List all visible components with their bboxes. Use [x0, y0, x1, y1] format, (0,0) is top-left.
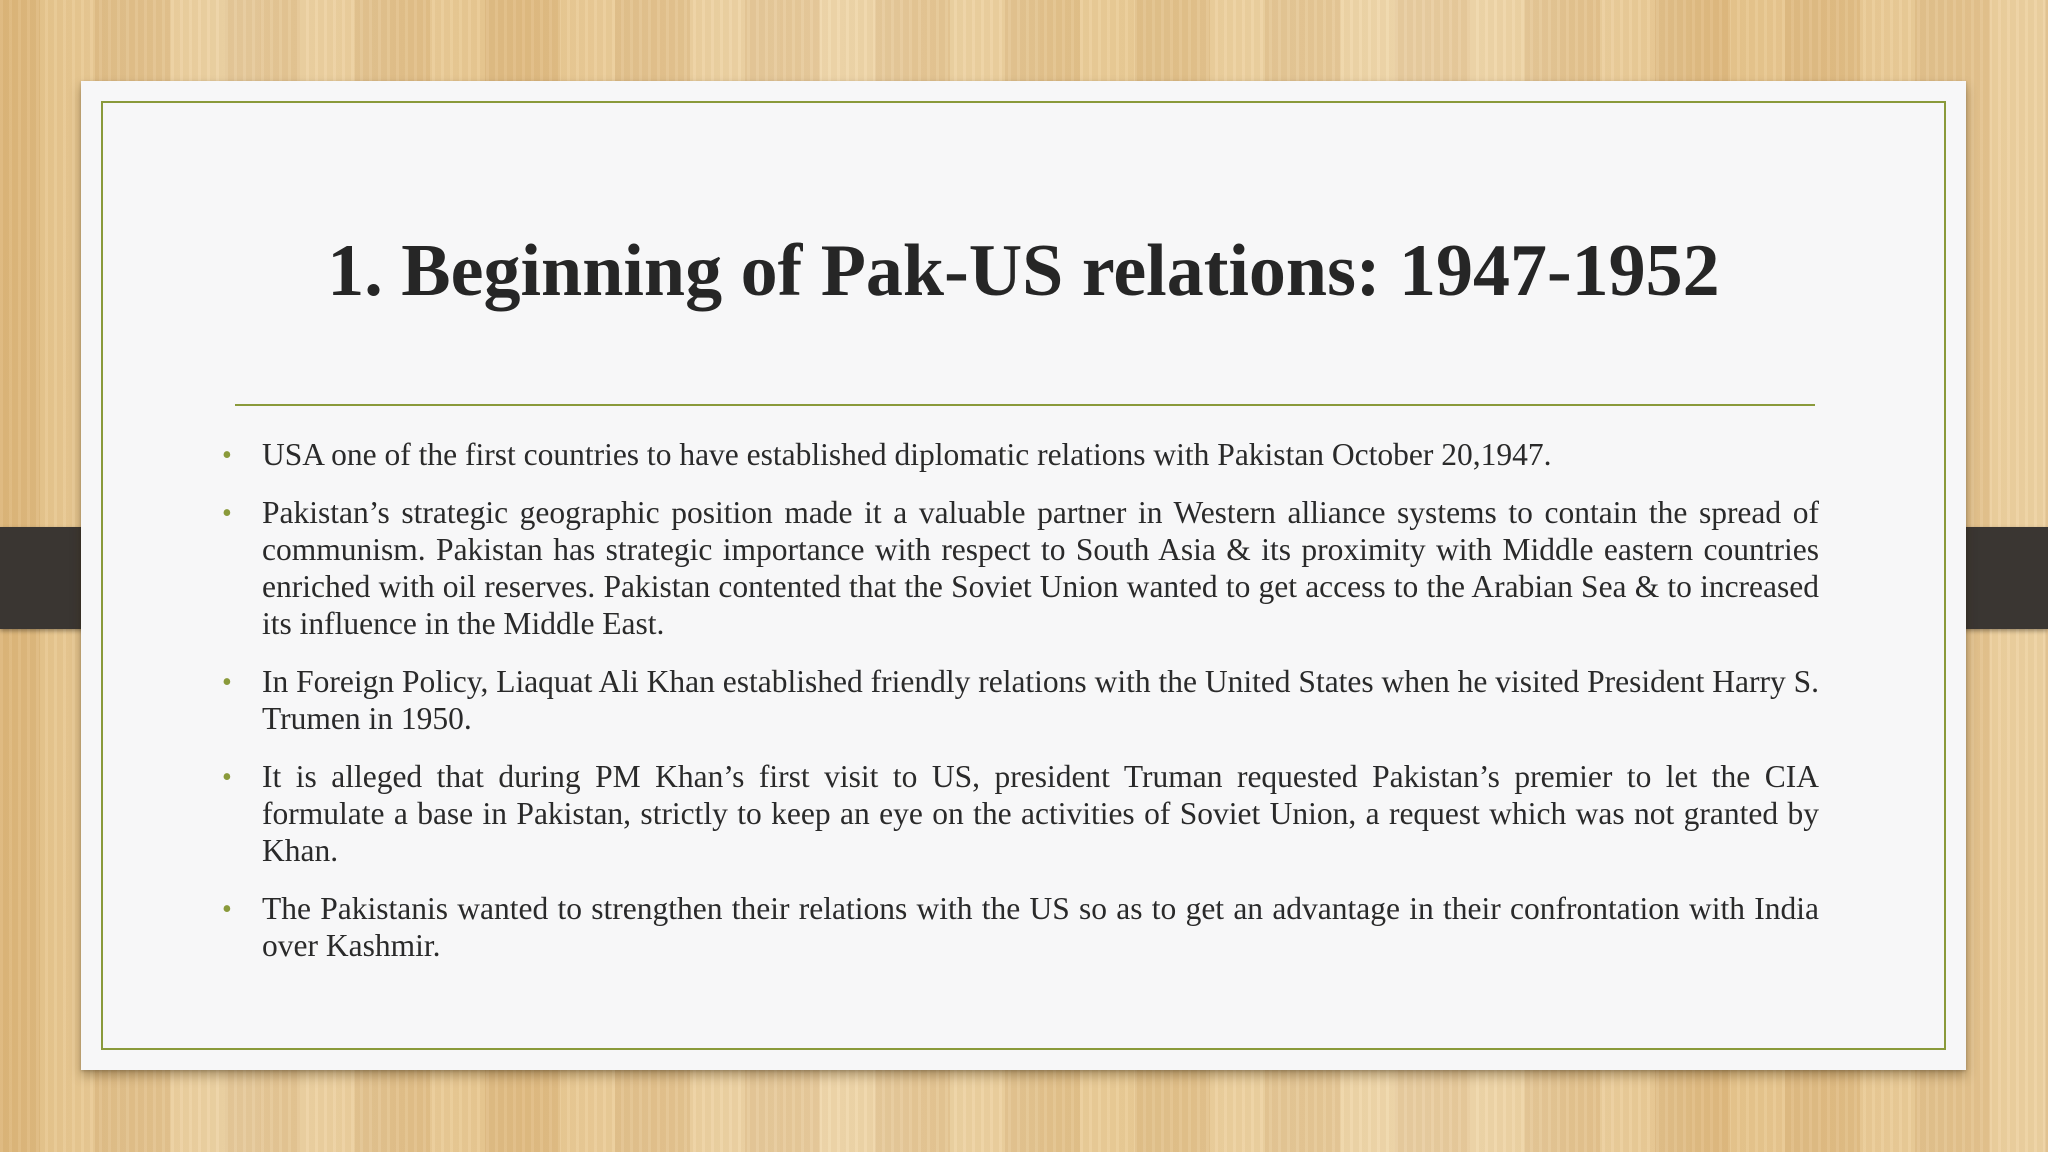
bullet-text: Pakistan’s strategic geographic position made it a valuable partner in Western alliance systems to contain the spread of communism. Pakistan has strategic importance with respect to South Asia & its proximity with Middle eastern countries enriched with oil reserves. Pakistan contented that the Soviet Union wanted to get access to the Arabian Sea & to increased its influence in the Middle East.	[262, 495, 1819, 641]
bullet-icon: •	[222, 498, 232, 529]
bullet-text: USA one of the first countries to have established diplomatic relations with Pakistan October 20,1947.	[262, 437, 1552, 472]
bullet-list	[222, 436, 1819, 985]
bullet-icon: •	[222, 762, 232, 793]
title-divider	[235, 404, 1815, 406]
bullet-icon: •	[222, 667, 232, 698]
bullet-item	[222, 758, 1819, 869]
bullet-text: The Pakistanis wanted to strengthen their relations with the US so as to get an advantage in their confrontation with India over Kashmir.	[262, 891, 1819, 963]
bullet-item	[222, 890, 1819, 964]
bullet-icon: •	[222, 440, 232, 471]
bullet-text: It is alleged that during PM Khan’s first visit to US, president Truman requested Pakistan’s premier to let the CIA formulate a base in Pakistan, strictly to keep an eye on the activities of Soviet Union, a request which was not granted by Khan.	[262, 759, 1819, 868]
bullet-item	[222, 494, 1819, 642]
slide-title: 1. Beginning of Pak-US relations: 1947-1952	[327, 230, 1720, 312]
bullet-icon: •	[222, 894, 232, 925]
bullet-item	[222, 436, 1819, 473]
slide-paper	[81, 81, 1966, 1070]
bullet-text: In Foreign Policy, Liaquat Ali Khan established friendly relations with the United States when he visited President Harry S. Trumen in 1950.	[262, 664, 1819, 736]
bullet-item	[222, 663, 1819, 737]
